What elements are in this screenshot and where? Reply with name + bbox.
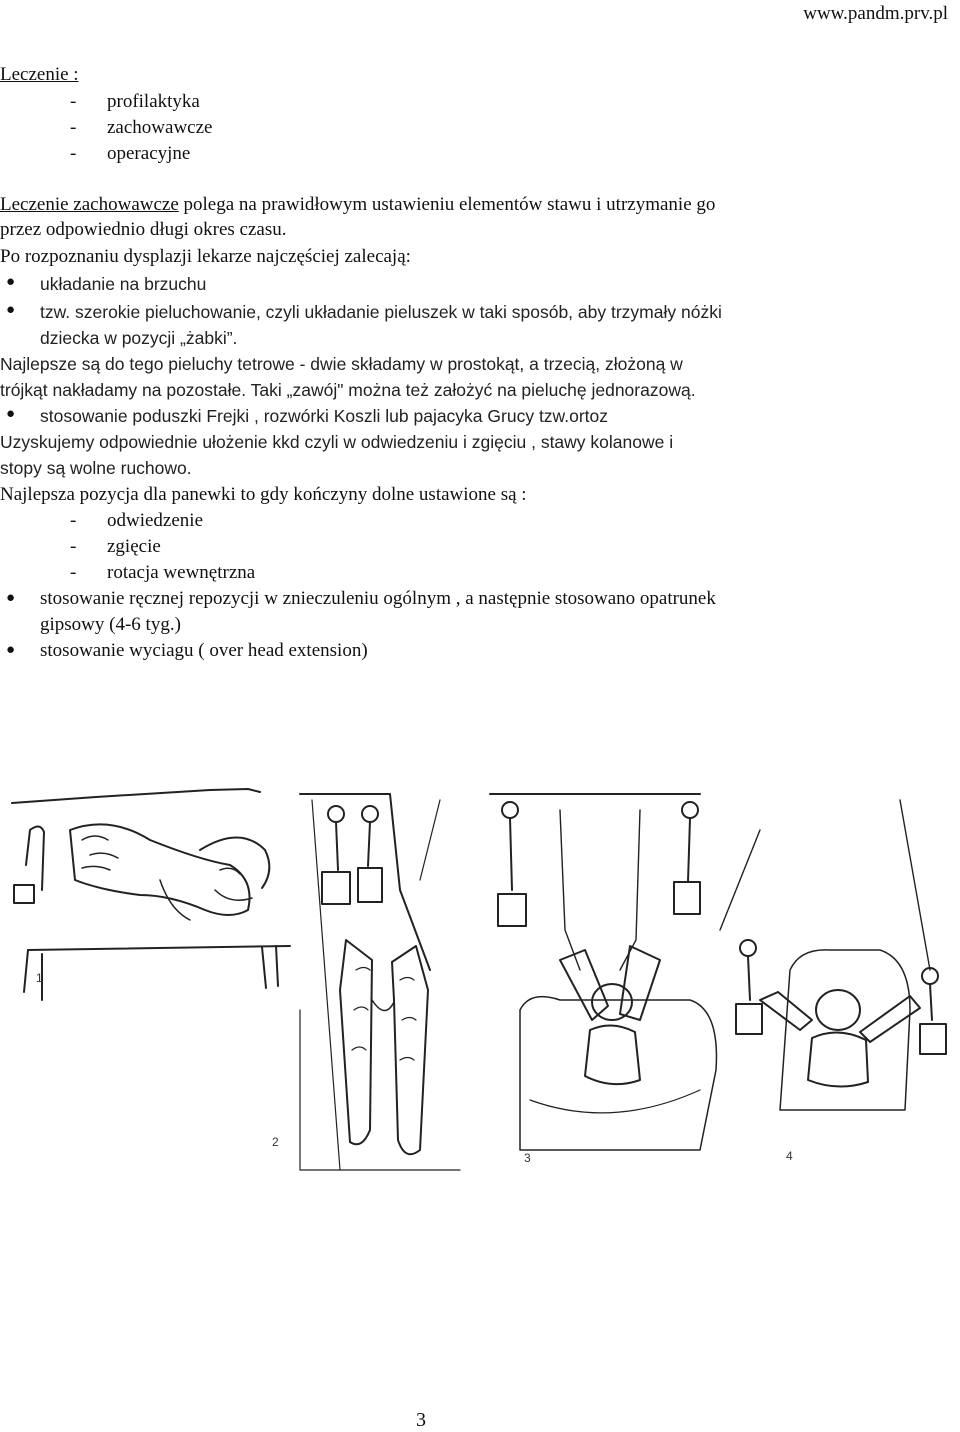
bullet-2-line-2: dziecka w pozycji „żabki”. [40,328,238,348]
zachowawcze-line-1 [0,194,715,216]
traction-illustration [0,770,960,1190]
page-number: 3 [416,1409,426,1431]
figure-4-abduction-traction [720,800,946,1110]
pieluchy-line-2: trójkąt nakładamy na pozostałe. Taki „zawój" można też założyć na pieluchę jednorazową. [0,380,696,400]
leczenie-item-2: zachowawcze [107,117,213,138]
leczenie-title: Leczenie : [0,64,79,85]
dash: - [70,510,77,531]
bullet-icon: ● [6,274,16,290]
uzyskujemy-line-1: Uzyskujemy odpowiednie ułożenie kkd czyli w odwiedzeniu i zgięciu , stawy kolanowe i [0,432,674,452]
bullet-icon: ● [6,302,16,318]
leczenie-item-1: profilaktyka [107,91,200,112]
figure-1-prone-child [12,789,290,1000]
bullet-2-line-1: tzw. szerokie pieluchowanie, czyli układanie pieluszek w taki sposób, aby trzymały nóżki [40,302,722,322]
figure-2-overhead-extension [300,794,460,1170]
figure-label-3: 3 [524,1151,531,1165]
dash: - [70,91,77,112]
bullet-3-text: stosowanie poduszki Frejki , rozwórki Koszli lub pajacyka Grucy tzw.ortoz [40,406,608,426]
figure-label-1: 1 [36,971,43,985]
zachowawcze-line1-rest: polega na prawidłowym ustawieniu elementów stawu i utrzymanie go [178,194,716,215]
bullet-icon: ● [6,590,16,606]
position-item-3: rotacja wewnętrzna [107,562,256,583]
bullet-5-text: stosowanie wyciagu ( over head extension) [40,640,368,661]
zachowawcze-line-3: Po rozpoznaniu dysplazji lekarze najczęściej zalecają: [0,246,411,267]
position-item-2: zgięcie [107,536,161,557]
bullet-icon: ● [6,642,16,658]
pieluchy-line-1: Najlepsze są do tego pieluchy tetrowe - dwie składamy w prostokąt, a trzecią, złożoną w [0,354,683,374]
dash: - [70,143,77,164]
bullet-4-line-2: gipsowy (4-6 tyg.) [40,614,181,635]
figure-label-2: 2 [272,1135,279,1149]
leczenie-item-3: operacyjne [107,143,191,164]
figure-label-4: 4 [786,1149,793,1163]
bullet-4-line-1: stosowanie ręcznej repozycji w znieczuleniu ogólnym , a następnie stosowano opatrunek [40,588,716,609]
najlepsza-pozycja: Najlepsza pozycja dla panewki to gdy kończyny dolne ustawione są : [0,484,527,505]
dash: - [70,536,77,557]
dash: - [70,117,77,138]
dash: - [70,562,77,583]
site-url: www.pandm.prv.pl [803,3,948,24]
figure-3-vertical-traction [490,794,716,1150]
uzyskujemy-line-2: stopy są wolne ruchowo. [0,458,192,478]
zachowawcze-line-2: przez odpowiednio długi okres czasu. [0,219,287,240]
bullet-icon: ● [6,406,16,422]
zachowawcze-lead: Leczenie zachowawcze [0,194,179,215]
bullet-1-text: układanie na brzuchu [40,274,207,294]
position-item-1: odwiedzenie [107,510,204,531]
